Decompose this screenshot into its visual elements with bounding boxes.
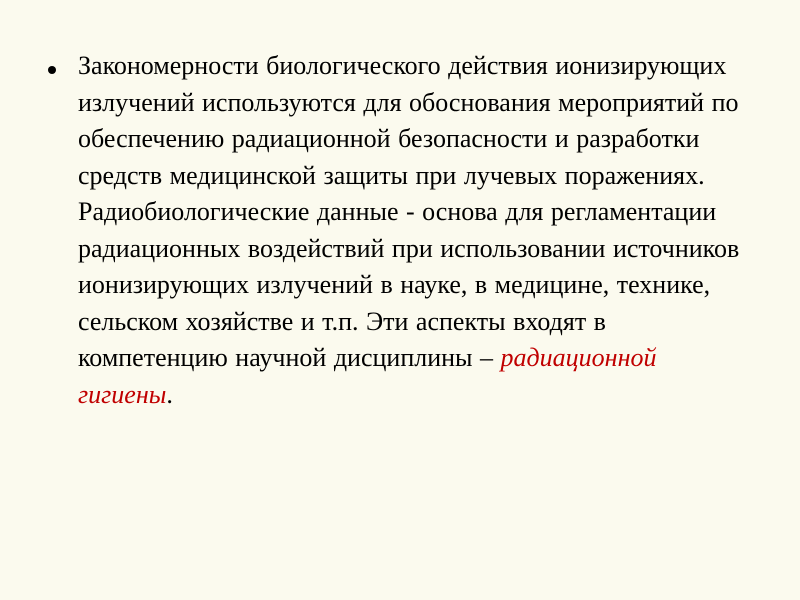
highlighted-term: радиационной гигиены: [78, 343, 657, 409]
paragraph-text: [78, 48, 758, 413]
bullet-item: [48, 48, 758, 413]
paragraph-end-punctuation: .: [166, 379, 173, 409]
bullet-marker: [48, 66, 56, 74]
paragraph-body: Закономерности биологического действия ионизирующих излучений используются для обоснования мероприятий по обеспечению радиационной безопасности и разработки средств медицинской защиты при лучевых поражениях. Радиобиологические данные - основа для регламентации радиационных воздействий при использовании источников ионизирующих излучений в науке, в медицине, технике, сельском хозяйстве и т.п. Эти аспекты входят в компетенцию научной дисциплины –: [78, 51, 740, 372]
